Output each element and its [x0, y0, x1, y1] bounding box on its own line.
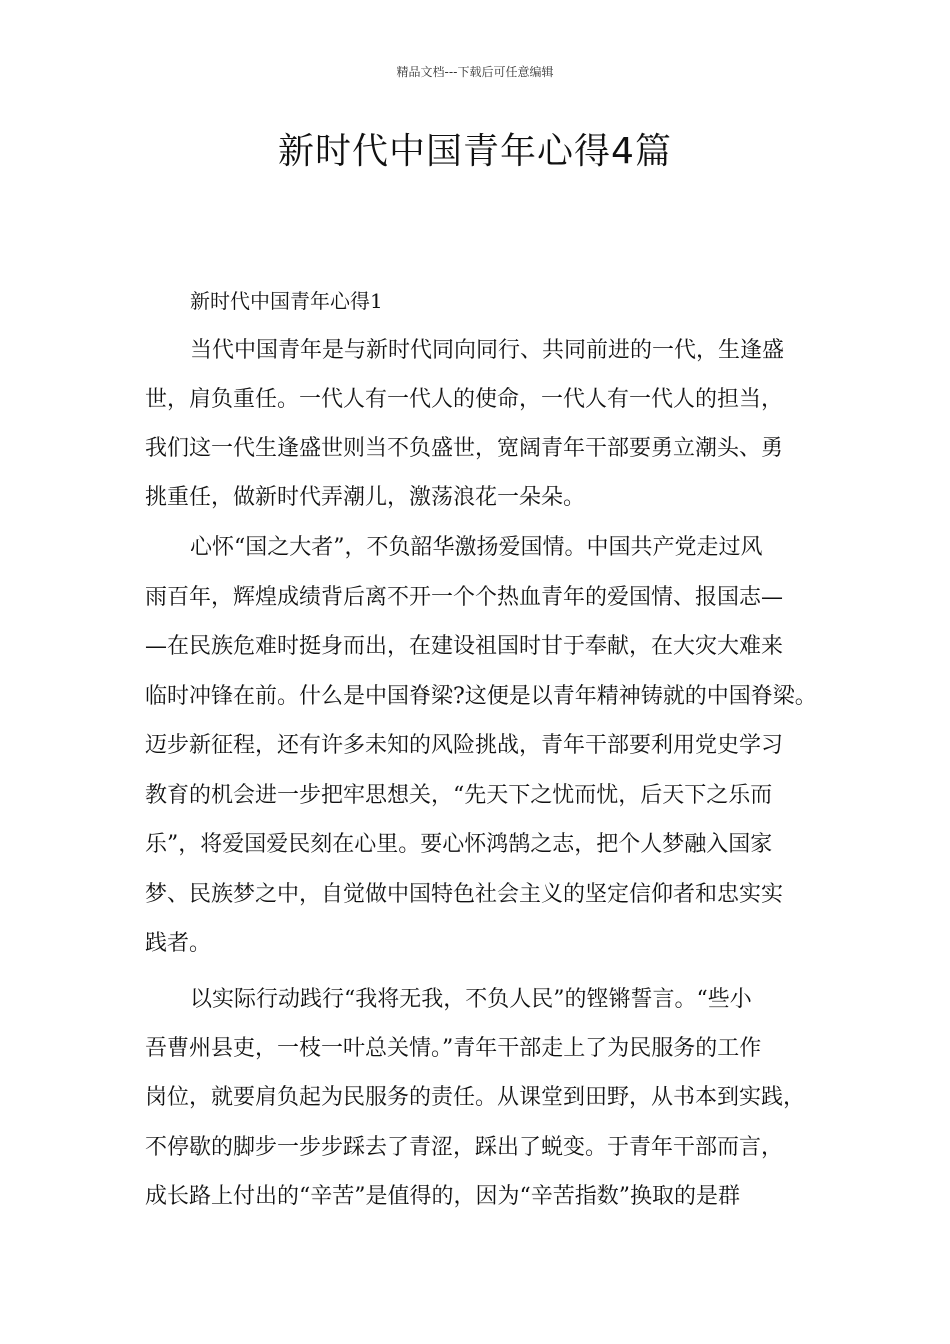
header-note: 精品文档---下载后可任意编辑 — [396, 65, 554, 79]
paragraph-line: 挑重任，做新时代弄潮儿，激荡浪花一朵朵。 — [145, 485, 586, 510]
paragraph-line: 践者。 — [145, 931, 212, 956]
paragraph-line: 吾曹州县吏，一枝一叶总关情。”青年干部走上了为民服务的工作 — [145, 1036, 762, 1061]
paragraph-line: 梦、民族梦之中，自觉做中国特色社会主义的坚定信仰者和忠实实 — [145, 882, 784, 907]
paragraph-line: 教育的机会进一步把牢思想关，“先天下之忧而忧，后天下之乐而 — [145, 783, 773, 808]
paragraph-line: 不停歇的脚步一步步踩去了青涩，踩出了蜕变。于青年干部而言， — [145, 1135, 784, 1160]
paragraph-line: 心怀“国之大者”，不负韶华激扬爱国情。中国共产党走过风 — [190, 535, 763, 560]
paragraph-line: 当代中国青年是与新时代同向同行、共同前进的一代，生逢盛 — [190, 338, 785, 363]
paragraph-line: 成长路上付出的“辛苦”是值得的，因为“辛苦指数”换取的是群 — [145, 1184, 740, 1209]
paragraph-line: 雨百年，辉煌成绩背后离不开一个个热血青年的爱国情、报国志— — [145, 585, 784, 610]
paragraph-line: 世，肩负重任。一代人有一代人的使命，一代人有一代人的担当， — [145, 387, 784, 412]
paragraph-line: 我们这一代生逢盛世则当不负盛世，宽阔青年干部要勇立潮头、勇 — [145, 436, 784, 461]
section-heading: 新时代中国青年心得1 — [190, 289, 383, 313]
document-title: 新时代中国青年心得4篇 — [278, 131, 672, 172]
paragraph-line: 以实际行动践行“我将无我，不负人民”的铿锵誓言。“些小 — [190, 987, 752, 1012]
paragraph-line: 临时冲锋在前。什么是中国脊梁?这便是以青年精神铸就的中国脊梁。 — [145, 684, 817, 709]
paragraph-line: 岗位，就要肩负起为民服务的责任。从课堂到田野，从书本到实践， — [145, 1085, 806, 1110]
paragraph-line: 乐”，将爱国爱民刻在心里。要心怀鸿鹄之志，把个人梦融入国家 — [145, 832, 773, 857]
paragraph-line: 迈步新征程，还有许多未知的风险挑战，青年干部要利用党史学习 — [145, 733, 784, 758]
paragraph-line: —在民族危难时挺身而出，在建设祖国时甘于奉献，在大灾大难来 — [145, 634, 784, 659]
